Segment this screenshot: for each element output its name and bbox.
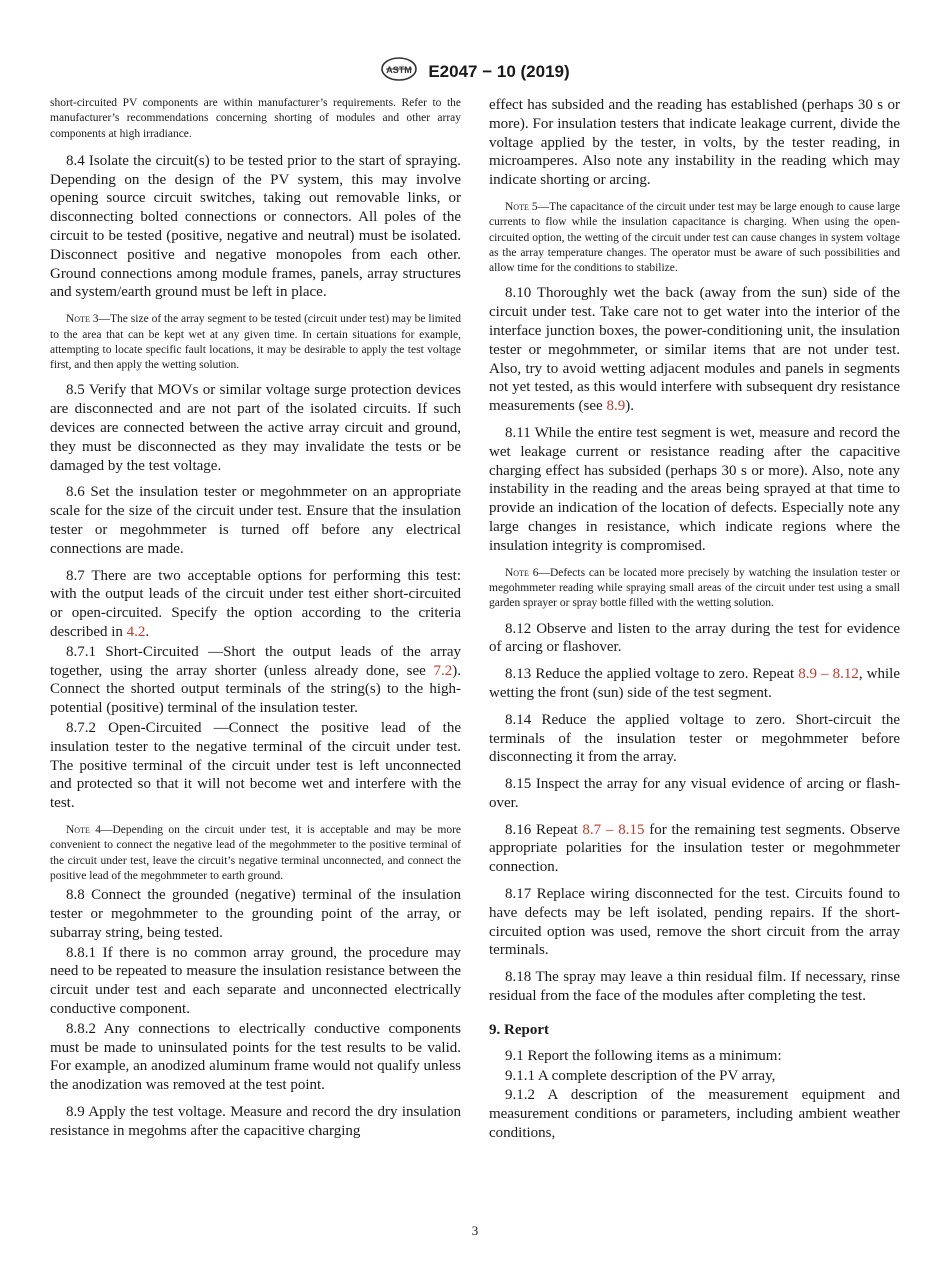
note-5: [489, 200, 900, 276]
paragraph-8-13: [489, 665, 900, 703]
paragraph-8-10: [489, 284, 900, 416]
section-heading-report: 9. Report: [489, 1021, 549, 1038]
text-span: 8.7 There are two acceptable options for performing this test: with the output leads of the circuit under test either short-circuited or open-circuited. Specify the option according to the criteria described in: [50, 567, 461, 641]
note-label: Note: [66, 823, 90, 836]
note-text: 6—Defects can be located more precisely by watching the insulation tester or megohmmeter reading while spraying small areas of the circuit under test using a small garden sprayer or spray bottle filled with the wetting solution.: [489, 566, 900, 610]
text-span: 8.10 Thoroughly wet the back (away from the sun) side of the circuit under test. Take care not to get water into the interior of the interface junction boxes, the power-conditioning unit, the insulation tester or megohmmeter, or similar items that are not under test. Also, try to avoid wetting adjacent modules and panels in segments not yet tested, as this would interfere with subsequent dry resistance measurements (see: [489, 285, 900, 415]
right-column: [489, 96, 900, 1151]
text-span: ).: [625, 398, 634, 415]
cross-reference-link[interactable]: 4.2: [126, 624, 146, 641]
text-span: .: [145, 624, 150, 641]
note-continuation: short-circuited PV components are within manufacturer’s requirements. Refer to the manufacturer’s recommendations concerning shorting of modules and other array components at high irradiance.: [50, 97, 461, 140]
note-4: [50, 823, 461, 884]
paragraph-8-9: 8.9 Apply the test voltage. Measure and record the dry insulation resistance in megohms after the capacitive charging: [50, 1103, 461, 1139]
paragraph-8-8-2: 8.8.2 Any connections to electrically conductive components must be made to uninsulated points for the test results to be valid. For example, an anodized aluminum frame would not qualify unless the anodization was removed at the test point.: [50, 1020, 461, 1094]
note-label: Note: [505, 566, 529, 579]
note-label: Note: [505, 200, 529, 213]
text-span: for the remaining test segments. Observe appropriate polarities for the insulation tester or megohmmeter connection.: [489, 821, 900, 876]
page-number: 3: [471, 1223, 479, 1238]
text-span: , while wetting the front (sun) side of the test segment.: [489, 666, 900, 701]
paragraph-8-7: [50, 567, 461, 642]
paragraph-9-1: 9.1 Report the following items as a minimum:: [505, 1047, 782, 1064]
note-6: [489, 566, 900, 612]
paragraph-8-5: 8.5 Verify that MOVs or similar voltage surge protection devices are disconnected and are not part of the isolated circuits. If such devices are connected between the active array circuit and ground, they must be disconnected as they may invalidate the tests or be damaged by the test voltage.: [50, 382, 461, 474]
paragraph-8-14: 8.14 Reduce the applied voltage to zero. Short-circuit the terminals of the insulation tester or megohmmeter before disconnecting it from the array.: [489, 711, 900, 766]
document-id: E2047 − 10 (2019): [428, 61, 570, 81]
astm-logo-icon: [380, 56, 418, 87]
paragraph-8-17: 8.17 Replace wiring disconnected for the test. Circuits found to have defects may be left isolated, pending repairs. If the short-circuited option was used, remove the short circuit from the array terminals.: [489, 886, 900, 959]
page-header: [0, 56, 950, 84]
paragraph-8-11: 8.11 While the entire test segment is wet, measure and record the wet leakage current or resistance reading after the capacitive charging effect has subsided (perhaps 30 s or more). Also, note any instability in the reading and the areas being sprayed at that time to provide an indication of the location of defects. Especially note any large changes in resistance, which indicate regions where the insulation integrity is compromised.: [489, 425, 900, 554]
text-span: 8.13 Reduce the applied voltage to zero. Repeat: [505, 666, 799, 683]
cross-reference-link[interactable]: 8.7 – 8.15: [582, 821, 645, 838]
paragraph-8-8: 8.8 Connect the grounded (negative) terminal of the insulation tester or megohmmeter to the grounding point of the array, or subarray string, being tested.: [50, 887, 461, 941]
cross-reference-link[interactable]: 8.9 – 8.12: [798, 666, 859, 683]
paragraph-8-16: [489, 821, 900, 877]
paragraph-8-7-1: [50, 643, 461, 718]
paragraph-8-4: 8.4 Isolate the circuit(s) to be tested prior to the start of spraying. Depending on the design of the PV system, this may involve opening source circuit switches, taking out removable links, or disconnecting bolted connections or connectors. All poles of the circuit to be tested (positive, negative and neutral) must be isolated. Disconnect positive and negative monopoles from each other. Ground connections among module frames, panels, array structures and system/earth ground must be left in place.: [50, 152, 461, 301]
paragraph-8-9-continued: effect has subsided and the reading has established (perhaps 30 s or more). For insulation testers that indicate leakage current, divide the voltage applied by the tester, in volts, by the tester reading, in microamperes. Also note any instability in the reading which may indicate shorting or arcing.: [489, 97, 900, 189]
paragraph-8-7-2: 8.7.2 Open-Circuited —Connect the positive lead of the insulation tester to the negative terminal of the circuit under test. The positive terminal of the circuit under test is left unconnected and protected so that it will not become wet and interfere with the test.: [50, 720, 461, 812]
cross-reference-link[interactable]: 7.2: [433, 662, 453, 679]
paragraph-8-15: 8.15 Inspect the array for any visual evidence of arcing or flash-over.: [489, 776, 900, 811]
cross-reference-link[interactable]: 8.9: [606, 398, 626, 415]
svg-text:ASTM: ASTM: [386, 65, 413, 75]
left-column: [50, 96, 461, 1149]
note-label: Note: [66, 313, 90, 326]
note-text: 4—Depending on the circuit under test, it is acceptable and may be more convenient to connect the negative lead of the megohmmeter to the positive terminal of the circuit under test, leave the circuit’s negative terminal unconnected, and connect the positive lead of the megohmmeter to earth ground.: [50, 823, 461, 882]
paragraph-8-8-1: 8.8.1 If there is no common array ground, the procedure may need to be repeated to measure the insulation resistance between the circuit under test and each separate and unconnected electrically conductive component.: [50, 944, 461, 1017]
paragraph-8-6: 8.6 Set the insulation tester or megohmmeter on an appropriate scale for the size of the circuit under test. Ensure that the insulation tester or megohmmeter is turned off before any electrical connections are made.: [50, 484, 461, 557]
note-3: [50, 312, 461, 373]
paragraph-9-1-2: 9.1.2 A description of the measurement equipment and measurement conditions or parameters, including ambient weather conditions,: [489, 1087, 900, 1142]
text-span: 8.7.1 Short-Circuited —Short the output leads of the array together, using the array shorter (unless already done, see: [50, 643, 461, 679]
note-text: 5—The capacitance of the circuit under test may be large enough to cause large currents to flow while the insulation capacitance is charging. When using the open-circuited option, the wetting of the circuit under test can cause changes in system voltage as the array temperature changes. The operator must be aware of such possibilities and allow time for the conditions to stabilize.: [489, 200, 900, 275]
text-span: 8.16 Repeat: [505, 821, 583, 838]
note-text: 3—The size of the array segment to be tested (circuit under test) may be limited to the area that can be kept wet at any given time. In certain situations for example, attempting to locate specific fault locations, it may be desirable to apply the test voltage first, and then apply the wetting solution.: [50, 313, 461, 372]
text-span: ). Connect the shorted output terminals of the string(s) to the high-potential (positive) terminal of the insulation tester.: [50, 662, 461, 717]
paragraph-8-18: 8.18 The spray may leave a thin residual film. If necessary, rinse residual from the face of the modules after completing the test.: [489, 969, 900, 1005]
paragraph-8-12: 8.12 Observe and listen to the array during the test for evidence of arcing or flashover.: [489, 620, 900, 656]
paragraph-9-1-1: 9.1.1 A complete description of the PV array,: [505, 1067, 776, 1084]
